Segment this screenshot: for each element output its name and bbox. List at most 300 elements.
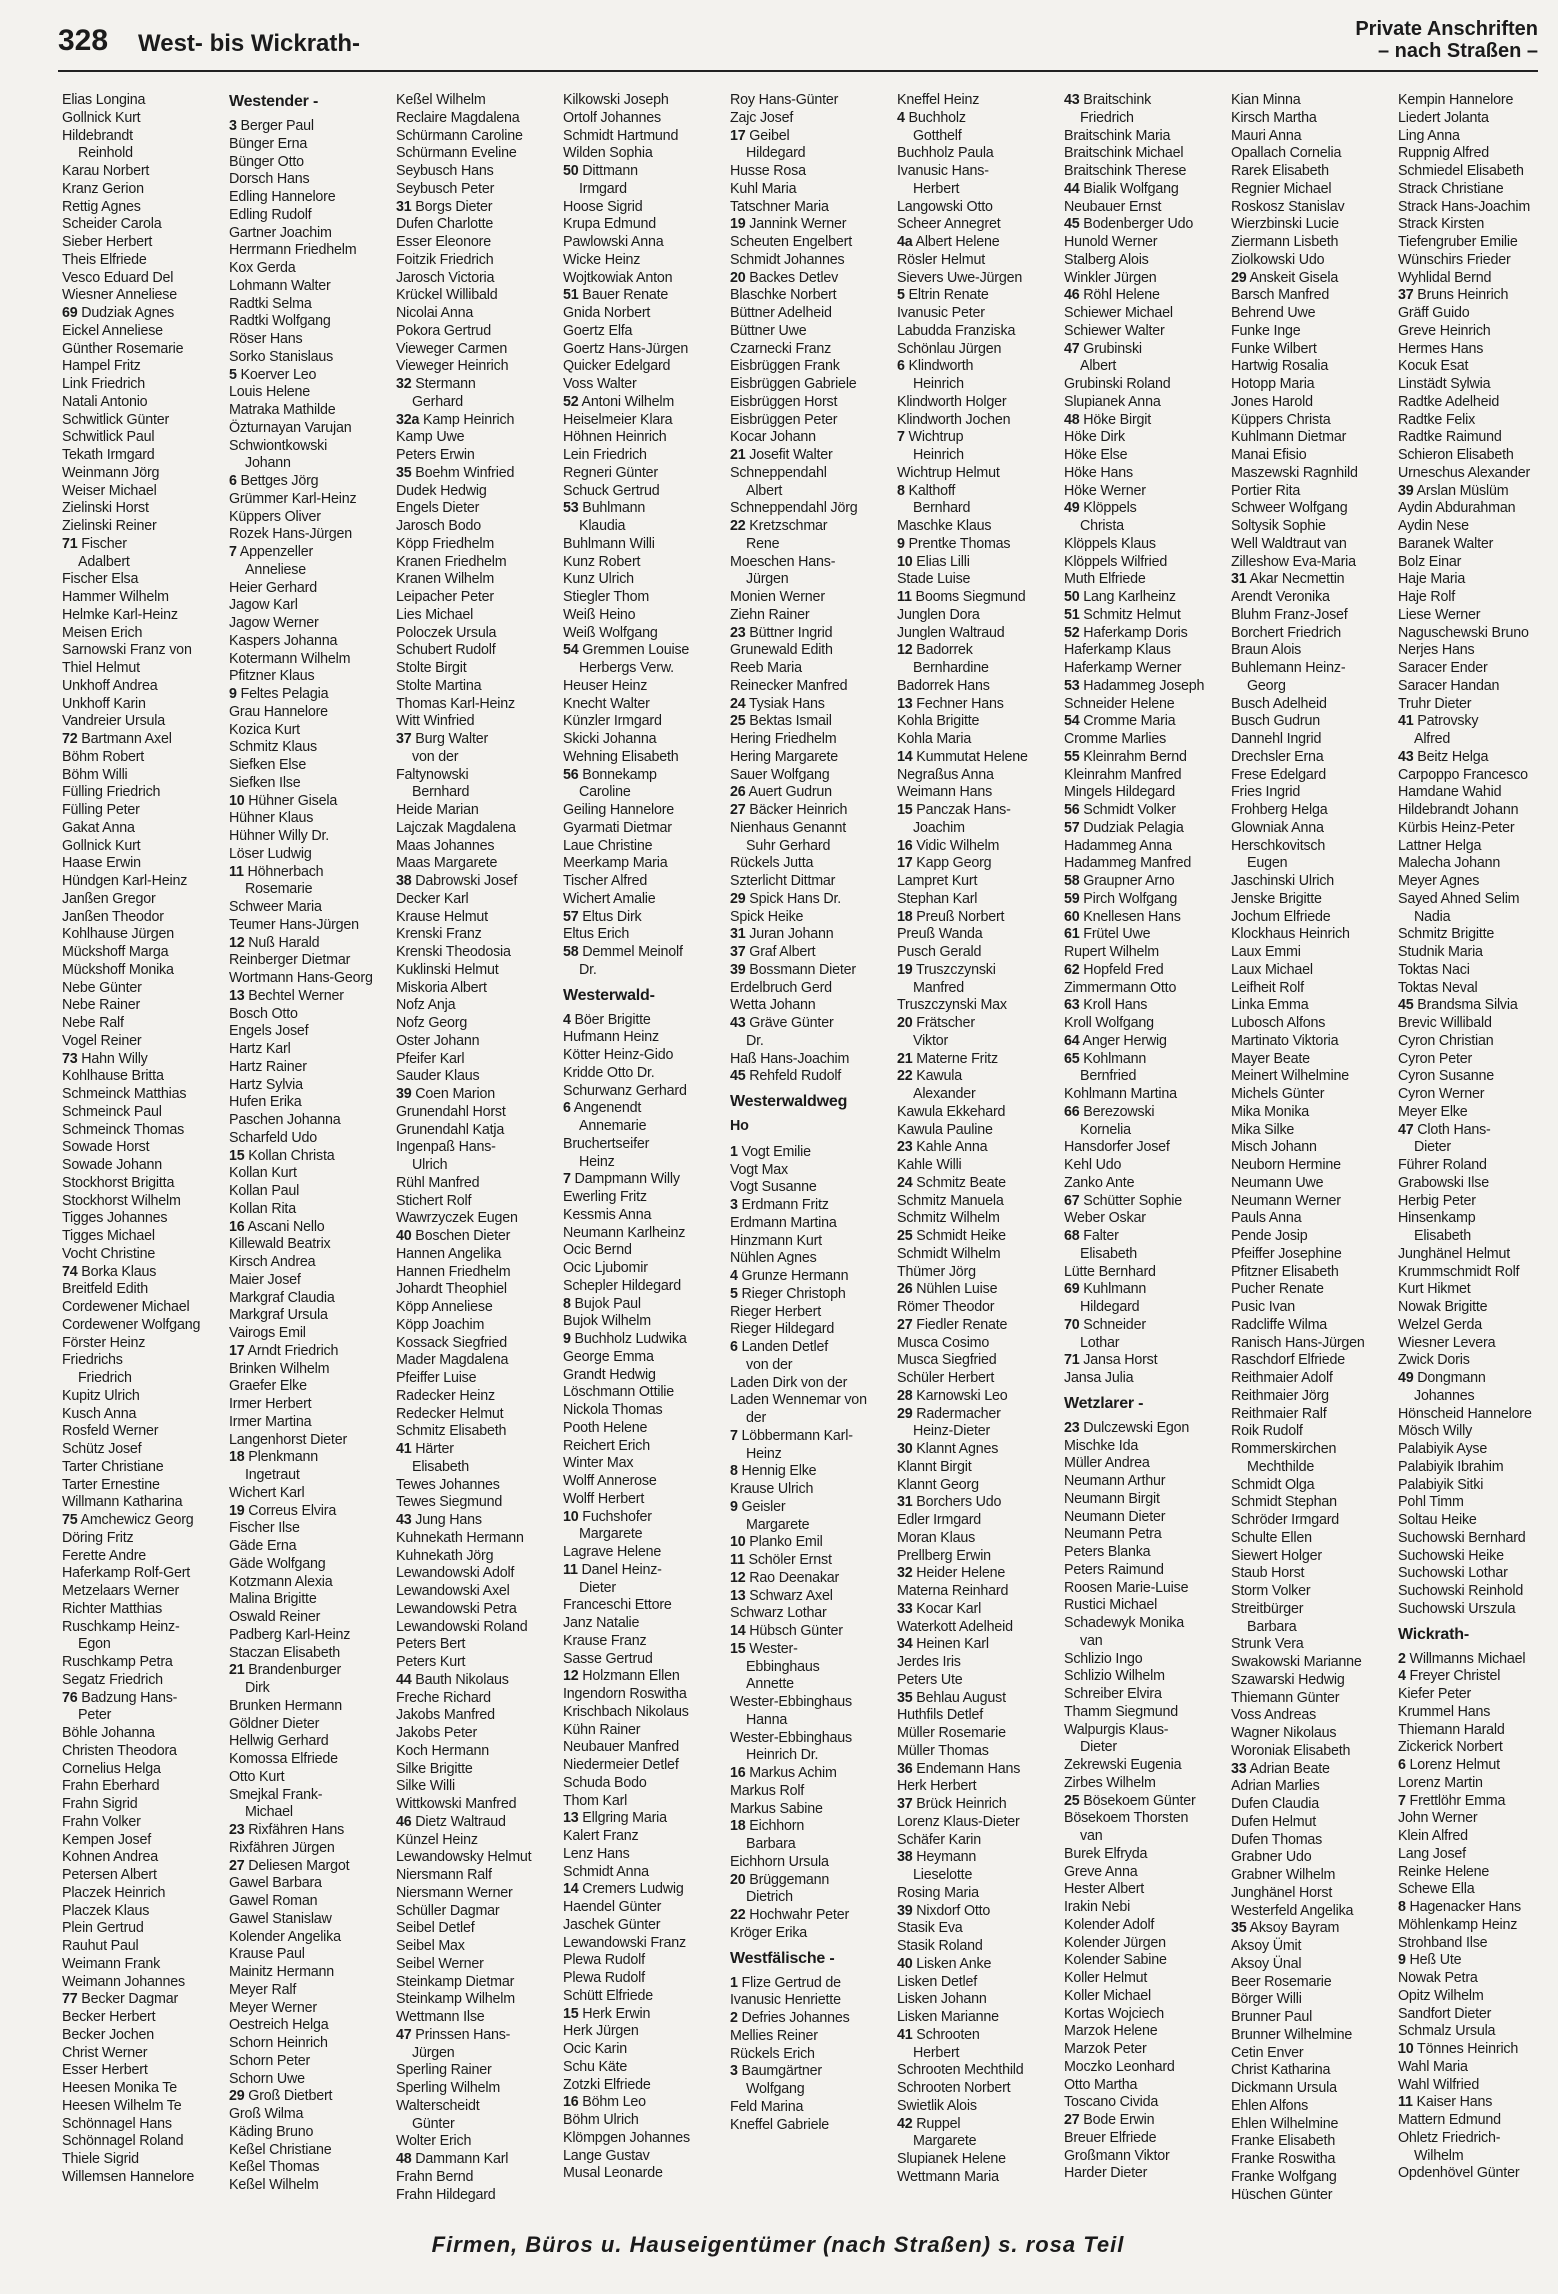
resident-name: Dufen Thomas [1231, 1831, 1323, 1848]
resident-entry [229, 384, 389, 402]
resident-entry [1231, 2133, 1391, 2151]
resident-name: Landen Detlef [741, 1339, 828, 1355]
page-number: 328 [58, 24, 109, 57]
resident-entry [1064, 1952, 1224, 1970]
resident-name: Kossack Siegfried [396, 1334, 508, 1351]
resident-name: Krause Franz [563, 1632, 647, 1649]
resident-entry [396, 1530, 556, 1548]
resident-name: Kneffel Gabriele [730, 2116, 830, 2133]
resident-name: Brunken Hermann [229, 1697, 343, 1714]
resident-name: Keßel Christiane [229, 2141, 332, 2158]
resident-name: Reclaire Magdalena [396, 109, 520, 126]
resident-name: Rieger Herbert [730, 1303, 821, 1320]
resident-name: Höke Else [1064, 447, 1128, 463]
resident-entry [730, 1481, 890, 1499]
resident-entry [1064, 802, 1224, 820]
resident-entry [1398, 749, 1558, 767]
resident-name: Viktor [913, 1032, 949, 1049]
resident-entry [62, 1530, 222, 1548]
resident-name: Krenski Theodosia [396, 944, 511, 960]
resident-entry [730, 270, 890, 288]
resident-entry [730, 962, 890, 980]
resident-name: Beer Rosemarie [1231, 1973, 1332, 1990]
resident-entry [62, 1601, 222, 1619]
resident-name: Urneschus Alexander [1398, 464, 1531, 481]
resident-entry [563, 838, 723, 856]
resident-name: Klannt Georg [897, 1476, 979, 1493]
resident-entry [396, 1601, 556, 1619]
resident-name: Seibel Max [396, 1938, 465, 1954]
resident-entry [897, 1068, 1057, 1086]
resident-name: Schmidt Stephan [1231, 1494, 1337, 1511]
house-number: 76 [62, 1689, 78, 1706]
resident-name: Suhr Gerhard [746, 837, 831, 854]
resident-name: Gäde Erna [229, 1538, 297, 1554]
resident-entry [62, 1849, 222, 1867]
resident-entry [1231, 1956, 1391, 1974]
resident-name: Eltus Erich [563, 926, 630, 943]
resident-entry [396, 1654, 556, 1672]
resident-entry [897, 1281, 1057, 1299]
resident-name: Peters Erwin [396, 447, 475, 463]
resident-name: Mader Magdalena [396, 1352, 509, 1369]
resident-entry [1064, 305, 1224, 323]
street-heading: Wetzlarer - [1064, 1394, 1144, 1412]
resident-name: Ortolf Johannes [563, 109, 661, 126]
resident-entry [62, 163, 222, 181]
resident-entry [1231, 1068, 1391, 1086]
resident-name: Peters Kurt [396, 1654, 466, 1670]
resident-name: Klindworth [908, 358, 974, 375]
house-number: 45 [1398, 997, 1414, 1014]
resident-entry [730, 1392, 890, 1410]
resident-entry [396, 1885, 556, 1903]
resident-entry [1231, 926, 1391, 944]
resident-name: Holzmann Ellen [582, 1668, 680, 1685]
resident-name: Weinmann Jörg [62, 464, 160, 481]
resident-name: Frahn Hildegard [396, 2186, 496, 2203]
resident-entry [1064, 1210, 1224, 1228]
resident-entry [229, 970, 389, 988]
resident-name: Alfred [1414, 731, 1451, 747]
resident-name: Brinken Wilhelm [229, 1360, 330, 1377]
resident-entry [396, 1246, 556, 1264]
resident-name: Kolender Angelika [229, 1928, 341, 1945]
resident-name: Hermes Hans [1398, 340, 1484, 357]
resident-name: Jansa Julia [1064, 1370, 1134, 1386]
resident-name: Kolender Jürgen [1064, 1934, 1166, 1951]
resident-entry [563, 607, 723, 625]
resident-name: Lenz Hans [563, 1845, 630, 1862]
resident-entry [730, 2028, 890, 2046]
resident-entry [62, 1352, 222, 1370]
page-range-title: West- bis Wickrath- [138, 30, 361, 57]
resident-entry [229, 1396, 389, 1414]
house-number: 11 [1398, 2094, 1413, 2111]
resident-entry [1064, 287, 1224, 305]
resident-name: Engels Josef [229, 1023, 309, 1040]
resident-name: Kranz Gerion [62, 180, 144, 197]
resident-entry [1398, 820, 1558, 838]
resident-name: Kuhlmann [1083, 1281, 1147, 1298]
resident-entry [396, 1281, 556, 1299]
resident-entry [1231, 145, 1391, 163]
resident-entry [563, 2148, 723, 2166]
resident-name: Schönlau Jürgen [897, 340, 1002, 357]
resident-name: Weimann Hans [897, 784, 993, 801]
resident-name: Cromme Maria [1083, 713, 1176, 730]
resident-name: Hochwahr Peter [749, 1907, 850, 1923]
resident-entry [1064, 1352, 1224, 1370]
resident-name: Peters Bert [396, 1636, 466, 1653]
resident-entry [897, 1228, 1057, 1246]
resident-entry [897, 536, 1057, 554]
resident-name: Thom Karl [563, 1792, 628, 1809]
resident-name: Kühn Rainer [563, 1721, 641, 1738]
resident-name: Badorrek [916, 642, 973, 659]
resident-name: Seybusch Hans [396, 163, 494, 179]
resident-name: Braun Alois [1231, 642, 1302, 659]
resident-entry [1398, 962, 1558, 980]
resident-entry [1398, 341, 1558, 359]
resident-name: Frahn Sigrid [62, 1796, 138, 1812]
resident-name: Köpp Anneliese [396, 1299, 493, 1315]
resident-entry [1398, 2077, 1558, 2095]
resident-entry [62, 1743, 222, 1761]
resident-entry-continuation [730, 483, 890, 501]
resident-name: Schütz Josef [62, 1441, 142, 1457]
resident-name: Weiser Michael [62, 482, 157, 499]
resident-name: Walpurgis Klaus- [1064, 1721, 1169, 1738]
resident-entry [897, 2062, 1057, 2080]
resident-name: Aydin Abdurahman [1398, 500, 1516, 517]
resident-entry [396, 518, 556, 536]
resident-entry [1064, 500, 1224, 518]
resident-entry [897, 1494, 1057, 1512]
resident-entry [730, 944, 890, 962]
resident-entry-continuation [730, 145, 890, 163]
resident-entry [229, 651, 389, 669]
resident-name: Metzelaars Werner [62, 1583, 180, 1599]
resident-entry [1231, 767, 1391, 785]
resident-name: Lütte Bernhard [1064, 1263, 1156, 1280]
resident-name: Esser Eleonore [396, 234, 491, 250]
resident-entry [229, 2071, 389, 2089]
resident-entry [229, 1858, 389, 1876]
house-number: 26 [897, 1281, 913, 1298]
resident-entry [396, 128, 556, 146]
resident-entry [62, 1974, 222, 1992]
resident-name: Ingendorn Roswitha [563, 1686, 687, 1702]
resident-entry [62, 1459, 222, 1477]
resident-name: Pirch Wolfgang [1083, 890, 1178, 907]
resident-name: Jarosch Victoria [396, 269, 495, 286]
resident-entry [897, 2169, 1057, 2187]
resident-entry [897, 465, 1057, 483]
resident-entry [1064, 2130, 1224, 2148]
resident-entry [1398, 536, 1558, 554]
resident-name: Brunner Paul [1231, 2009, 1313, 2025]
resident-name: Mingels Hildegard [1064, 784, 1176, 801]
resident-name: Mainitz Hermann [229, 1964, 335, 1980]
resident-name: Schmitz Brigitte [1398, 926, 1495, 943]
resident-entry [1398, 483, 1558, 501]
house-number: 4a [897, 234, 913, 250]
resident-name: Lewandowski Franz [563, 1934, 686, 1951]
resident-entry [396, 1565, 556, 1583]
resident-name: Mellies Reiner [730, 2027, 818, 2044]
resident-name: Küppers Oliver [229, 508, 321, 525]
resident-entry [396, 1015, 556, 1033]
resident-name: Rao Deenakar [749, 1569, 840, 1586]
resident-entry [62, 589, 222, 607]
resident-name: Roik Rudolf [1231, 1423, 1303, 1440]
house-number: 27 [1064, 2112, 1080, 2128]
resident-entry [1398, 1757, 1558, 1775]
resident-name: Dudziak Agnes [81, 305, 175, 321]
resident-name: Karau Norbert [62, 163, 150, 179]
resident-entry [1231, 962, 1391, 980]
resident-name: Deliesen Margot [248, 1857, 350, 1874]
resident-name: Szawarski Hedwig [1231, 1671, 1345, 1688]
resident-name: Bösekoem Günter [1083, 1792, 1196, 1809]
resident-name: Schmiedel Elisabeth [1398, 163, 1524, 179]
resident-entry [730, 1765, 890, 1783]
resident-name: Moeschen Hans- [730, 553, 836, 570]
resident-name: Link Friedrich [62, 376, 146, 392]
resident-name: Theis Elfriede [62, 251, 147, 268]
resident-entry [1064, 713, 1224, 731]
resident-name: Kötter Heinz-Gido [563, 1047, 674, 1063]
resident-entry [897, 607, 1057, 625]
house-number: 38 [396, 873, 412, 889]
resident-name: Winter Max [563, 1455, 634, 1472]
resident-name: Laden Dirk von der [730, 1374, 848, 1391]
resident-entry [897, 1672, 1057, 1690]
resident-entry [229, 1556, 389, 1574]
resident-name: Ulrich [412, 1157, 448, 1173]
resident-name: Groß Wilma [229, 2106, 304, 2122]
resident-entry [1231, 1707, 1391, 1725]
house-number: 41 [897, 2026, 913, 2043]
resident-entry [563, 483, 723, 501]
resident-entry [1398, 1828, 1558, 1846]
resident-entry [897, 394, 1057, 412]
resident-name: Christa [1080, 518, 1124, 534]
resident-entry [1231, 2027, 1391, 2045]
resident-entry [396, 1796, 556, 1814]
resident-name: Schneider [1083, 1316, 1146, 1333]
resident-name: Klöppels [1083, 500, 1137, 517]
resident-name: Sperling Rainer [396, 2062, 492, 2079]
resident-entry-continuation [730, 1357, 890, 1375]
resident-entry [1064, 376, 1224, 394]
resident-entry [1064, 1104, 1224, 1122]
resident-entry [730, 110, 890, 128]
house-number: 17 [897, 855, 913, 872]
resident-entry [1064, 1509, 1224, 1527]
resident-name: Pauls Anna [1231, 1210, 1302, 1227]
house-number: 9 [229, 686, 237, 702]
resident-name: Lein Friedrich [563, 447, 647, 463]
resident-name: Willmann Katharina [62, 1494, 183, 1511]
resident-name: Welzel Gerda [1398, 1316, 1482, 1333]
resident-entry [897, 1601, 1057, 1619]
resident-name: Lies Michael [396, 606, 474, 623]
resident-entry [62, 749, 222, 767]
resident-entry-continuation [897, 1086, 1057, 1104]
resident-name: Bruns Heinrich [1417, 287, 1509, 304]
resident-entry [62, 2045, 222, 2063]
resident-name: Baumgärtner [741, 2063, 822, 2080]
resident-name: Fries Ingrid [1231, 784, 1301, 801]
resident-entry [1064, 2077, 1224, 2095]
resident-entry [1064, 216, 1224, 234]
resident-entry [1398, 92, 1558, 110]
resident-entry [396, 696, 556, 714]
resident-name: Zekrewski Eugenia [1064, 1757, 1182, 1773]
resident-entry [396, 323, 556, 341]
resident-name: Sauder Klaus [396, 1068, 480, 1085]
resident-name: Seybusch Peter [396, 180, 495, 197]
house-number: 33 [1231, 1760, 1247, 1777]
resident-name: Waterkott Adelheid [897, 1618, 1013, 1635]
resident-entry-continuation [897, 2133, 1057, 2151]
resident-entry [1064, 1175, 1224, 1193]
resident-entry [730, 2117, 890, 2135]
resident-entry [730, 1730, 890, 1748]
resident-name: Markus Achim [749, 1765, 837, 1781]
house-number: 12 [229, 934, 245, 951]
resident-name: Lisken Johann [897, 1991, 987, 2008]
resident-name: Bechtel Werner [248, 987, 344, 1004]
resident-name: Kleinrahm Manfred [1064, 766, 1182, 783]
resident-name: Hellwig Gerhard [229, 1733, 329, 1750]
resident-entry-continuation [730, 1747, 890, 1765]
house-number: 45 [730, 1068, 746, 1085]
resident-name: Schlizio Wilhelm [1064, 1668, 1165, 1685]
house-number: 56 [1064, 802, 1080, 818]
house-number: 35 [396, 464, 412, 481]
resident-entry [563, 163, 723, 181]
resident-name: Rieger Christoph [741, 1285, 846, 1302]
resident-name: Strack Hans-Joachim [1398, 198, 1531, 215]
resident-name: Schütter Sophie [1083, 1192, 1183, 1209]
resident-entry [62, 287, 222, 305]
resident-name: Grümmer Karl-Heinz [229, 490, 357, 507]
resident-entry [563, 1881, 723, 1899]
resident-entry [229, 2142, 389, 2160]
resident-entry [897, 2151, 1057, 2169]
resident-entry [563, 855, 723, 873]
resident-name: Pfitzner Klaus [229, 668, 315, 685]
resident-name: Hinsenkamp [1398, 1210, 1476, 1227]
resident-name: Krummschmidt Rolf [1398, 1263, 1520, 1280]
resident-name: Eickel Anneliese [62, 322, 163, 339]
resident-entry [730, 429, 890, 447]
resident-name: Kirsch Martha [1231, 109, 1317, 126]
resident-name: Busch Adelheid [1231, 695, 1327, 712]
resident-entry [396, 1619, 556, 1637]
resident-name: Albert Helene [915, 234, 1000, 250]
house-number: 49 [1398, 1370, 1414, 1386]
resident-entry [229, 1716, 389, 1734]
resident-name: Christ Werner [62, 2044, 148, 2061]
resident-entry [1398, 181, 1558, 199]
resident-entry [1398, 1051, 1558, 1069]
resident-name: Preuß Wanda [897, 926, 983, 943]
resident-entry [1231, 1565, 1391, 1583]
resident-name: Klaudia [579, 518, 626, 534]
resident-entry [1231, 1690, 1391, 1708]
resident-entry [563, 376, 723, 394]
resident-entry-continuation [1231, 1619, 1391, 1637]
resident-entry-continuation [897, 1867, 1057, 1885]
resident-name: Schmidt Hartmund [563, 127, 679, 144]
resident-entry [897, 1849, 1057, 1867]
resident-name: Schütt Elfriede [563, 1987, 653, 2004]
resident-name: Truszczynski Max [897, 997, 1007, 1014]
resident-name: Kunz Robert [563, 553, 641, 570]
resident-entry [897, 1938, 1057, 1956]
resident-entry [563, 1739, 723, 1757]
resident-entry [396, 1867, 556, 1885]
resident-name: Krummel Hans [1398, 1703, 1491, 1720]
resident-name: Lange Gustav [563, 2147, 650, 2164]
resident-name: Stolte Martina [396, 677, 482, 694]
resident-entry [62, 838, 222, 856]
resident-name: Borka Klaus [81, 1263, 157, 1280]
resident-name: Wettmann Ilse [396, 2009, 485, 2025]
resident-entry [1398, 1668, 1558, 1686]
resident-entry [1064, 855, 1224, 873]
resident-entry [1064, 749, 1224, 767]
resident-entry-continuation [730, 1410, 890, 1428]
resident-entry [396, 1477, 556, 1495]
resident-entry [897, 287, 1057, 305]
resident-name: Jakobs Manfred [396, 1707, 495, 1724]
resident-name: Großmann Viktor [1064, 2147, 1170, 2164]
house-number: 2 [730, 2010, 738, 2026]
resident-entry [229, 793, 389, 811]
resident-entry [229, 1077, 389, 1095]
resident-entry [563, 1810, 723, 1828]
resident-name: Greve Anna [1064, 1863, 1138, 1880]
resident-entry [730, 1428, 890, 1446]
resident-entry-continuation [1398, 1388, 1558, 1406]
resident-entry-continuation [62, 1370, 222, 1388]
resident-name: Dr. [746, 1032, 764, 1049]
resident-entry-continuation [396, 1459, 556, 1477]
house-number: 4 [1398, 1668, 1406, 1685]
resident-entry [897, 2080, 1057, 2098]
resident-name: van [1080, 1828, 1103, 1844]
resident-entry [730, 642, 890, 660]
resident-entry [897, 1335, 1057, 1353]
resident-name: Ohletz Friedrich- [1398, 2129, 1501, 2146]
resident-entry [730, 1641, 890, 1659]
house-number: 65 [1064, 1050, 1080, 1067]
resident-entry [897, 767, 1057, 785]
resident-entry [730, 696, 890, 714]
resident-name: Junglen Waltraud [897, 624, 1005, 641]
resident-entry [229, 2017, 389, 2035]
resident-name: Höke Birgit [1083, 411, 1152, 428]
resident-name: Georg [1247, 677, 1286, 694]
resident-entry [1398, 128, 1558, 146]
directory-column [897, 92, 1057, 2185]
resident-entry [396, 2151, 556, 2169]
